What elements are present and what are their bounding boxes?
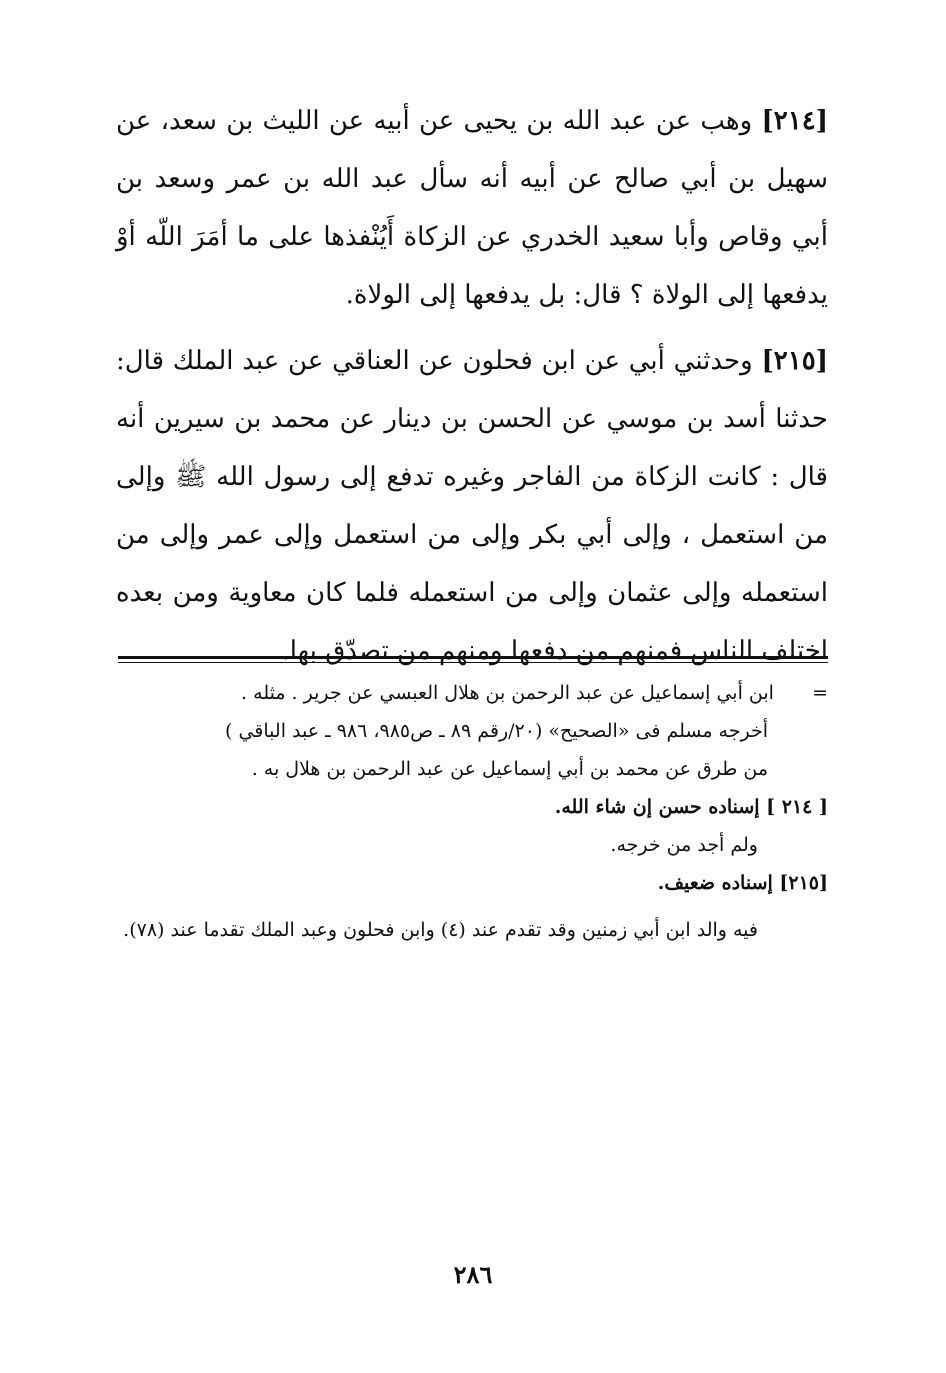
- footnote-heading-215: [٢١٥] إسناده ضعيف.: [657, 872, 828, 894]
- footnote-line: أخرجه مسلم فى «الصحيح» (٢٠/رقم ٨٩ ـ ص٩٨٥، ٩٨٦ ـ عبد الباقي ): [225, 720, 768, 742]
- paragraph-number: [٢١٥]: [761, 346, 828, 376]
- paragraph-number: [٢١٤]: [761, 106, 828, 136]
- paragraph-text: وهب عن عبد الله بن يحيى عن أبيه عن الليث بن سعد، عن سهيل بن أبي صالح عن أبيه أنه سأل عبد الله بن عمر وسعد بن أبي وقاص وأبا سعيد الخدري عن الزكاة أَيُنْفذها على ما أمَرَ اللّه أوْ يدفعها إلى الولاة ؟ قال: بل يدفعها إلى الولاة.: [116, 106, 828, 310]
- footnote-line: من طرق عن محمد بن أبي إسماعيل عن عبد الرحمن بن هلال به .: [251, 758, 768, 780]
- main-text: [116, 92, 828, 688]
- footnote-separator: [118, 656, 828, 659]
- footnote-line: فيه والد ابن أبي زمنين وقد تقدم عند (٤) وابن فحلون وعبد الملك تقدما عند (٧٨).: [123, 919, 758, 941]
- paragraph-text: وحدثني أبي عن ابن فحلون عن العناقي عن عبد الملك قال: حدثنا أسد بن موسي عن الحسن بن دينار عن محمد بن سيرين أنه قال : كانت الزكاة من الفاجر وغيره تدفع إلى رسول الله ﷺ وإلى من استعمل ، وإلى أبي بكر وإلى من استعمل وإلى عمر وإلى من استعمله وإلى عثمان وإلى من استعمله فلما كان معاوية ومن بعده اختلف الناس فمنهم من دفعها ومنهم من تصدّق بها.: [116, 346, 828, 666]
- footnote-heading-214: [ ٢١٤ ] إسناده حسن إن شاء الله.: [554, 796, 828, 818]
- continuation-mark: =: [812, 682, 828, 704]
- paragraph-214: [116, 92, 828, 324]
- footnote-separator-thin: [118, 662, 828, 663]
- footnotes: [116, 674, 828, 948]
- footnote-line: ولم أجد من خرجه.: [610, 834, 758, 856]
- paragraph-215: [116, 332, 828, 680]
- page-number: ٢٨٦: [453, 1260, 493, 1289]
- footnote-line: = ابن أبي إسماعيل عن عبد الرحمن بن هلال العبسي عن جرير . مثله .: [116, 674, 828, 712]
